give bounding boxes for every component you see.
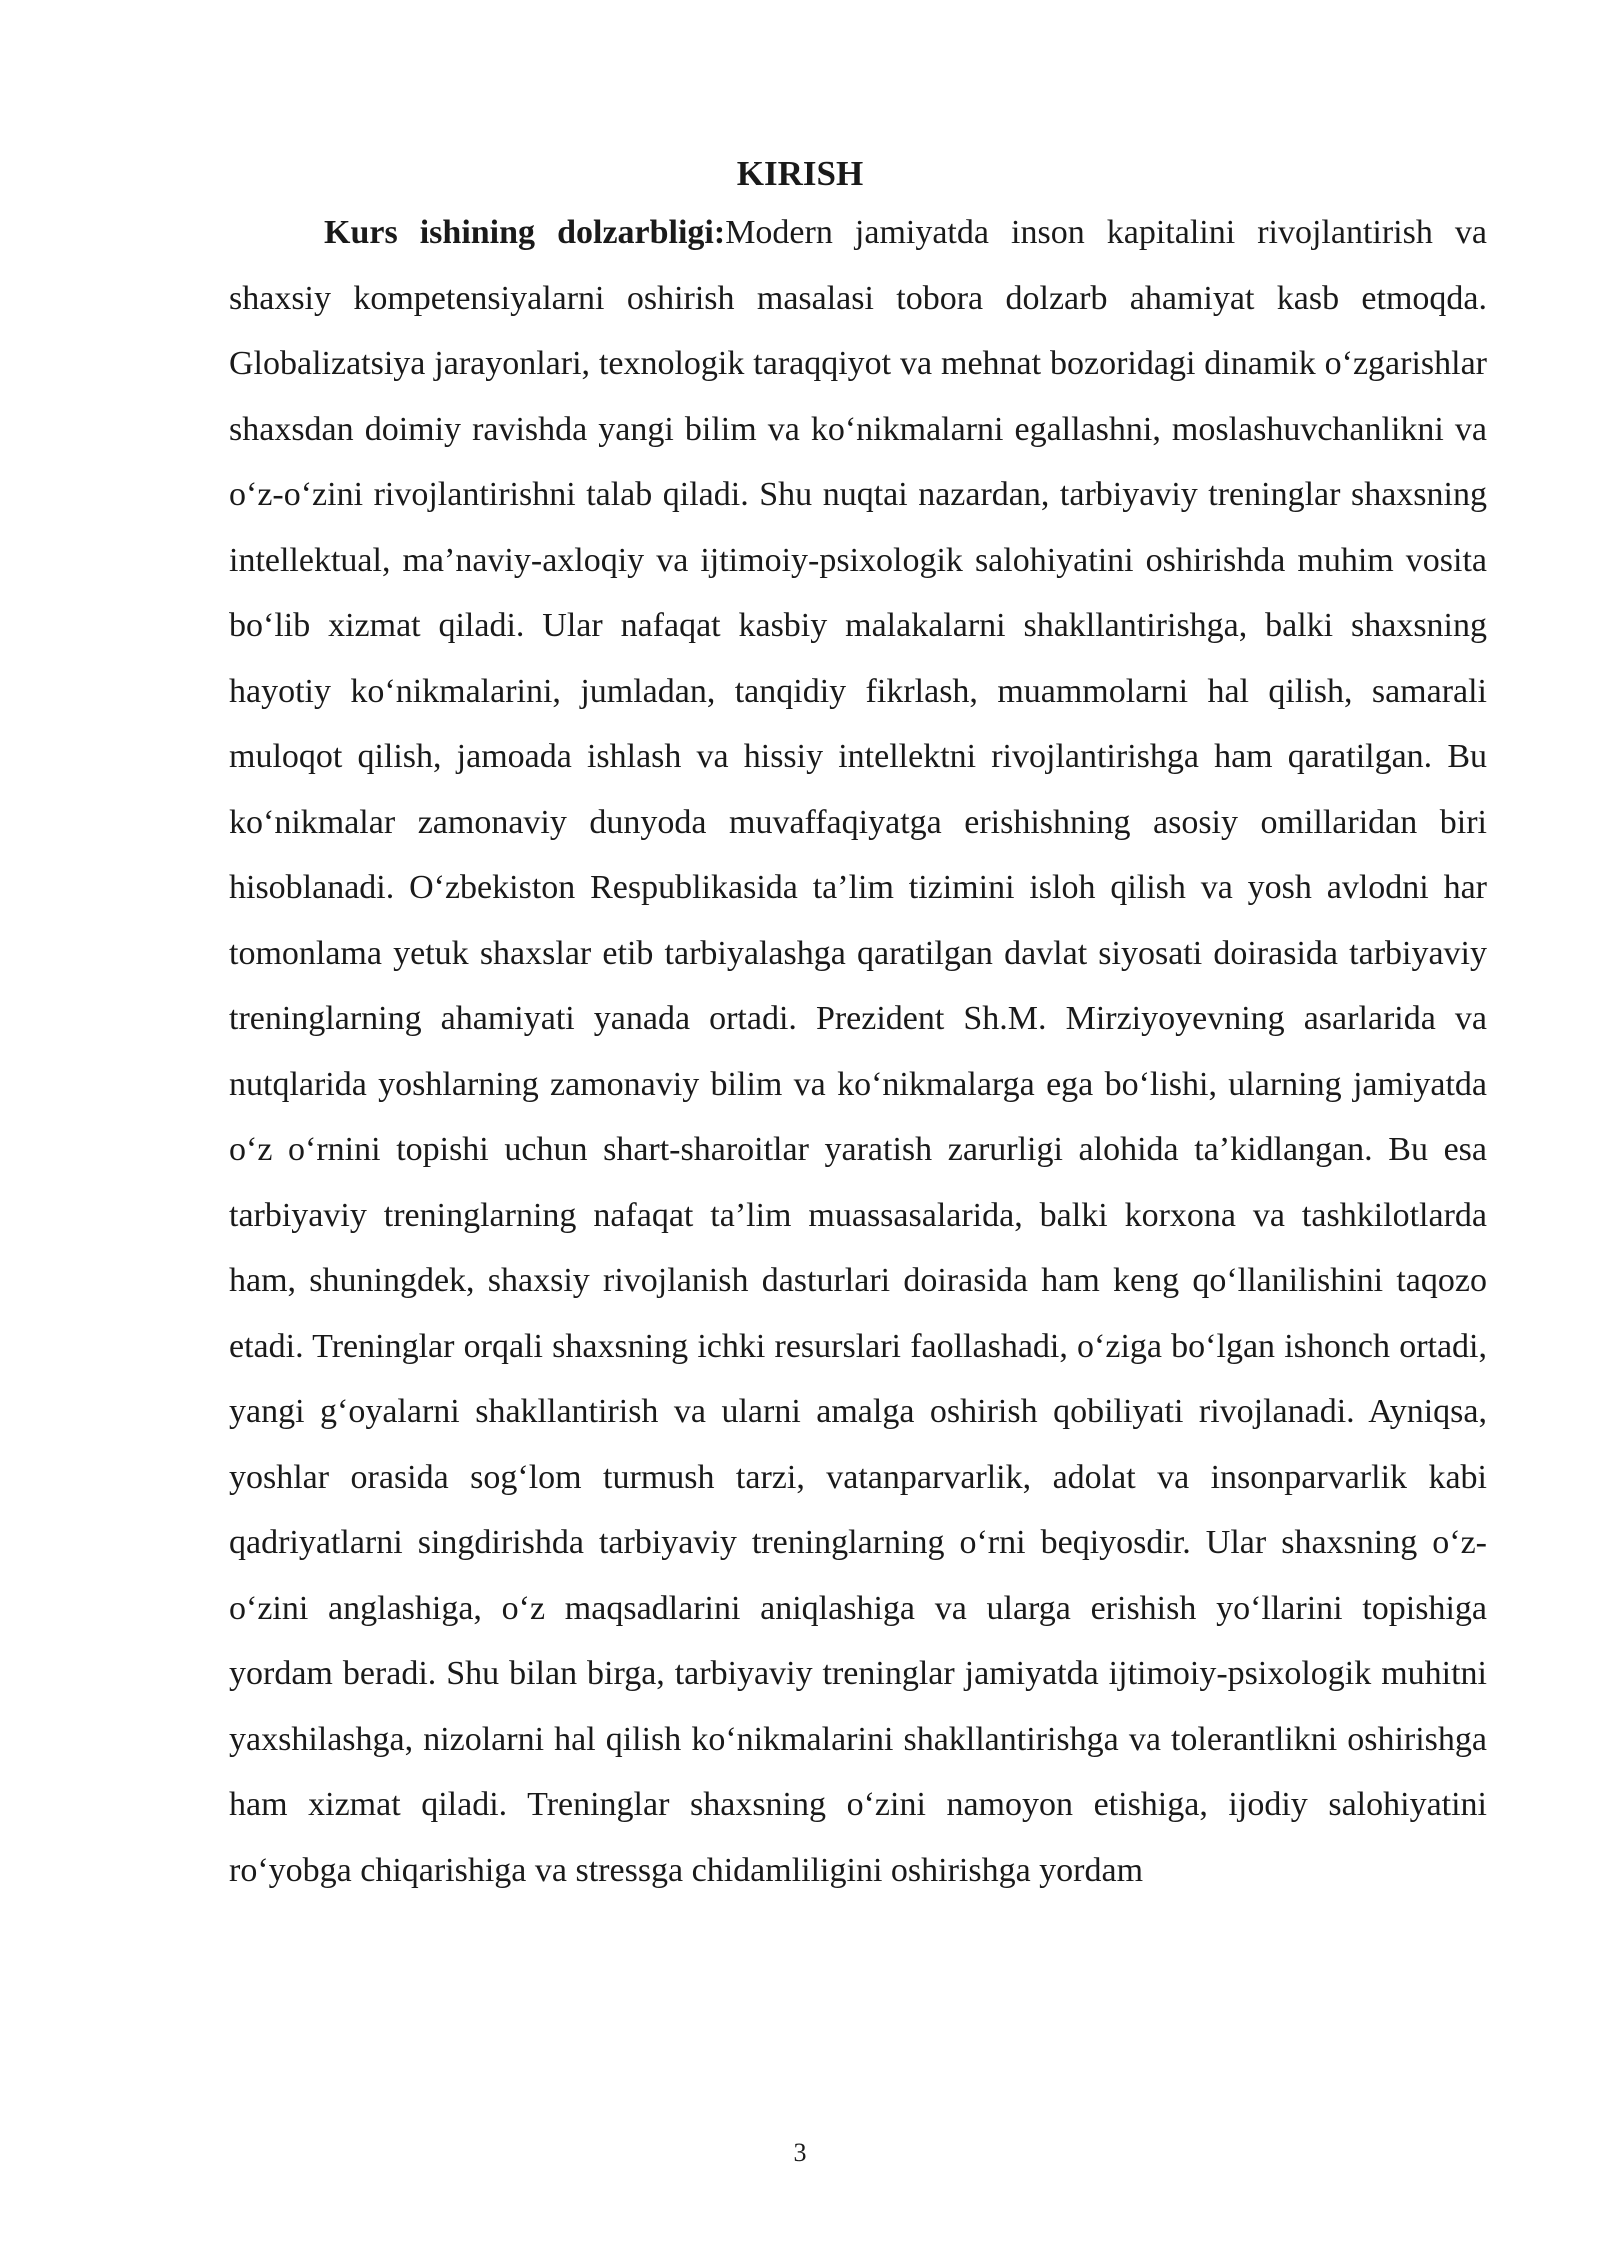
paragraph-text: Modern jamiyatda inson kapitalini rivojlantirish va shaxsiy kompetensiyalarni oshirish masalasi tobora dolzarb ahamiyat kasb etmoqda. Globalizatsiya jarayonlari, texnologik taraqqiyot va mehnat bozoridagi dinamik o‘zgarishlar shaxsdan doimiy ravishda yangi bilim va ko‘nikmalarni egallashni, moslashuvchanlikni va o‘z-o‘zini rivojlantirishni talab qiladi. Shu nuqtai nazardan, tarbiyaviy treninglar shaxsning intellektual, ma’naviy-axloqiy va ijtimoiy-psixologik salohiyatini oshirishda muhim vosita bo‘lib xizmat qiladi. Ular nafaqat kasbiy malakalarni shakllantirishga, balki shaxsning hayotiy ko‘nikmalarini, jumladan, tanqidiy fikrlash, muammolarni hal qilish, samarali muloqot qilish, jamoada ishlash va hissiy intellektni rivojlantirishga ham qaratilgan. Bu ko‘nikmalar zamonaviy dunyoda muvaffaqiyatga erishishning asosiy omillaridan biri hisoblanadi. O‘zbekiston Respublikasida ta’lim tizimini isloh qilish va yosh avlodni har tomonlama yetuk shaxslar etib tarbiyalashga qaratilgan davlat siyosati doirasida tarbiyaviy treninglarning ahamiyati yanada ortadi. Prezident Sh.M. Mirziyoyevning asarlarida va nutqlarida yoshlarning zamonaviy bilim va ko‘nikmalarga ega bo‘lishi, ularning jamiyatda o‘z o‘rnini topishi uchun shart-sharoitlar yaratish zarurligi alohida ta’kidlangan. Bu esa tarbiyaviy treninglarning nafaqat ta’lim muassasalarida, balki korxona va tashkilotlarda ham, shuningdek, shaxsiy rivojlanish dasturlari doirasida ham keng qo‘llanilishini taqozo etadi. Treninglar orqali shaxsning ichki resurslari faollashadi, o‘ziga bo‘lgan ishonch ortadi, yangi g‘oyalarni shakllantirish va ularni amalga oshirish qobiliyati rivojlanadi. Ayniqsa, yoshlar orasida sog‘lom turmush tarzi, vatanparvarlik, adolat va insonparvarlik kabi qadriyatlarni singdirishda tarbiyaviy treninglarning o‘rni beqiyosdir. Ular shaxsning o‘z-o‘zini anglashiga, o‘z maqsadlarini aniqlashiga va ularga erishish yo‘llarini topishiga yordam beradi. Shu bilan birga, tarbiyaviy treninglar jamiyatda ijtimoiy-psixologik muhitni yaxshilashga, nizolarni hal qilish ko‘nikmalarini shakllantirishga va tolerantlikni oshirishga ham xizmat qiladi. Treninglar shaxsning o‘zini namoyon etishiga, ijodiy salohiyatini ro‘yobga chiqarishiga va stressga chidamliligini oshirishga yordam xyxy=(229,214,1487,1889)
body-paragraph xyxy=(229,200,1487,1903)
page-heading: KIRISH xyxy=(736,154,864,193)
lead-label: Kurs ishining dolzarbligi: xyxy=(324,214,726,251)
page-number: 3 xyxy=(793,2138,807,2167)
